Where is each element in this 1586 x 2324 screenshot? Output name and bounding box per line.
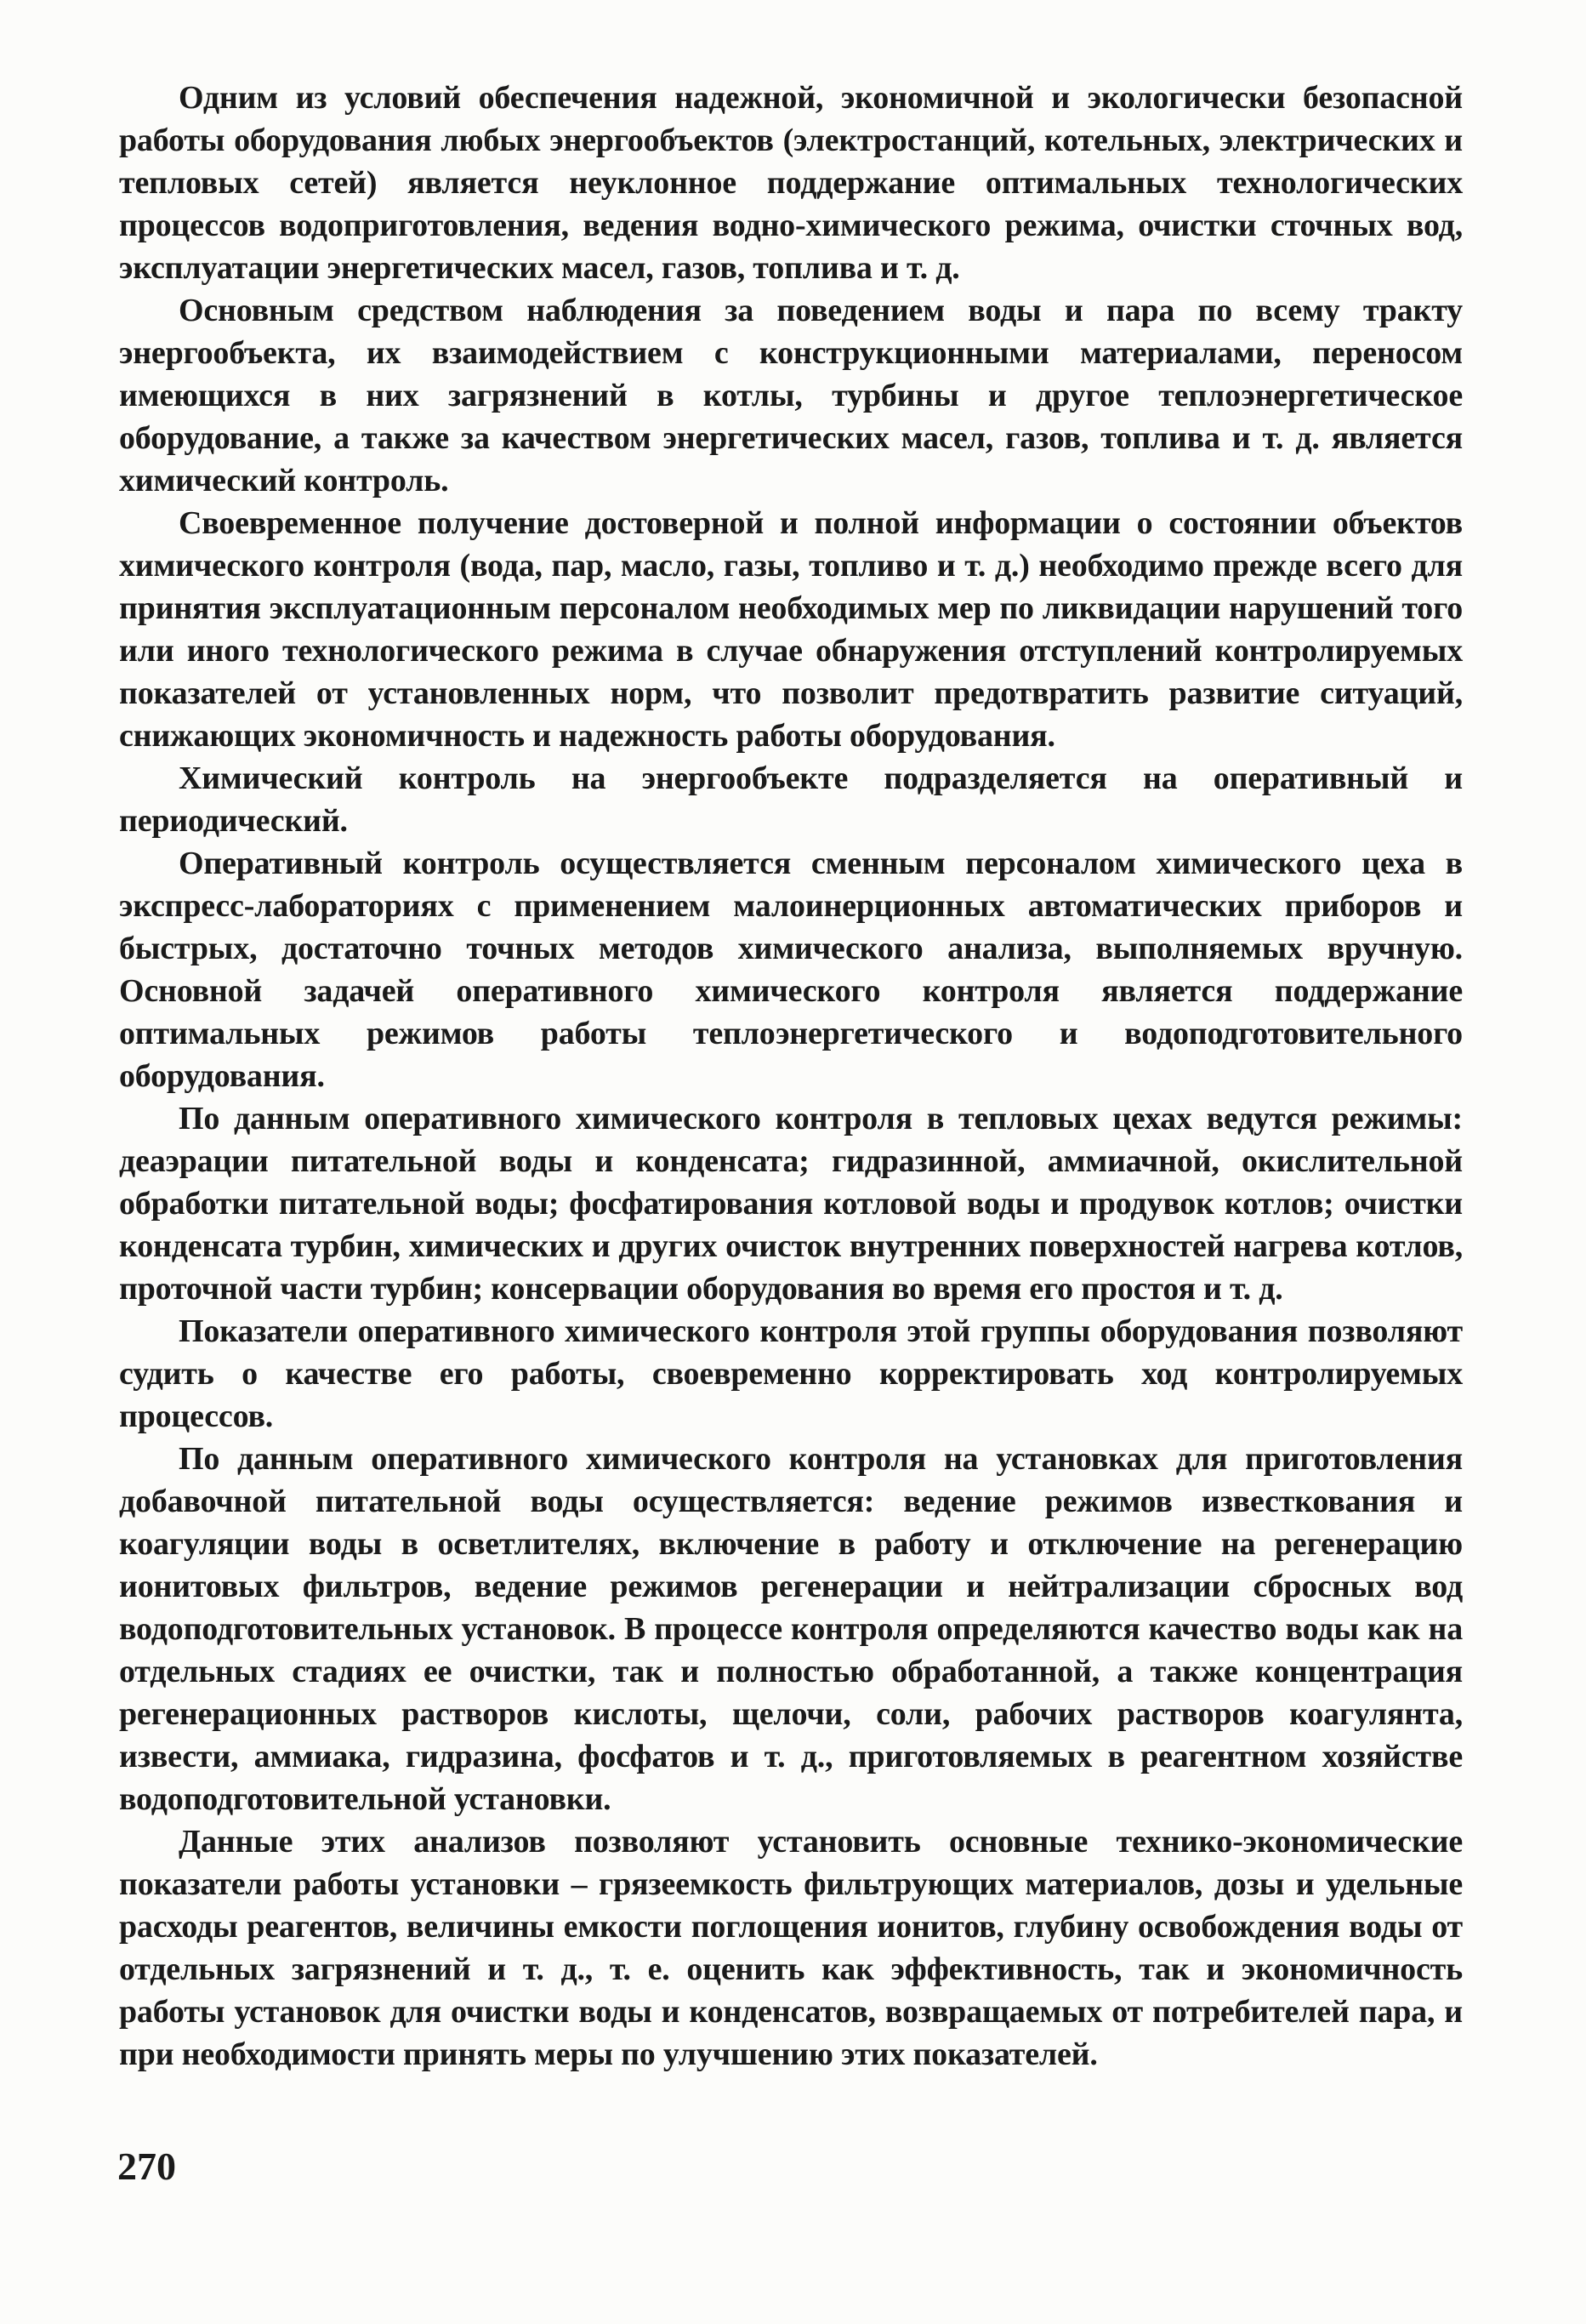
- paragraph-6: По данным оперативного химического контроля в тепловых цехах ведутся режимы: деаэрации питательной воды и конденсата; гидразинной, аммиачной, окислительной обработки питательной воды; фосфатирования котловой воды и продувок котлов; очистки конденсата турбин, химических и других очисток внутренних поверхностей нагрева котлов, проточной части турбин; консервации оборудования во время его простоя и т. д.: [119, 1101, 1463, 1307]
- body-text: [119, 77, 1463, 2076]
- paragraph-7: Показатели оперативного химического контроля этой группы оборудования позволяют судить о качестве его работы, своевременно корректировать ход контролируемых процессов.: [119, 1313, 1463, 1434]
- paragraph-8: По данным оперативного химического контроля на установках для приготовления добавочной питательной воды осуществляется: ведение режимов известкования и коагуляции воды в осветлителях, включение в работу и отключение на регенерацию ионитовых фильтров, ведение режимов регенерации и нейтрализации сбросных вод водоподготовительных установок. В процессе контроля определяются качество воды как на отдельных стадиях ее очистки, так и полностью обработанной, а также концентрация регенерационных растворов кислоты, щелочи, соли, рабочих растворов коагулянта, извести, аммиака, гидразина, фосфатов и т. д., приготовляемых в реагентном хозяйстве водоподготовительной установки.: [119, 1441, 1463, 1817]
- paragraph-2: Основным средством наблюдения за поведением воды и пара по всему тракту энергообъекта, их взаимодействием с конструкционными материалами, переносом имеющихся в них загрязнений в котлы, турбины и другое теплоэнергетическое оборудование, а также за качеством энергетических масел, газов, топлива и т. д. является химический контроль.: [119, 293, 1463, 498]
- paragraph-4: Химический контроль на энергообъекте подразделяется на оперативный и периодический.: [119, 760, 1463, 839]
- paragraph-3: Своевременное получение достоверной и полной информации о состоянии объектов химического контроля (вода, пар, масло, газы, топливо и т. д.) необходимо прежде всего для принятия эксплуатационным персоналом необходимых мер по ликвидации нарушений того или иного технологического режима в случае обнаружения отступлений контролируемых показателей от установленных норм, что позволит предотвратить развитие ситуаций, снижающих экономичность и надежность работы оборудования.: [119, 505, 1463, 754]
- paragraph-9: Данные этих анализов позволяют установить основные технико-экономические показатели работы установки – грязеемкость фильтрующих материалов, дозы и удельные расходы реагентов, величины емкости поглощения ионитов, глубину освобождения воды от отдельных загрязнений и т. д., т. е. оценить как эффективность, так и экономичность работы установок для очистки воды и конденсатов, возвращаемых от потребителей пара, и при необходимости принять меры по улучшению этих показателей.: [119, 1824, 1463, 2072]
- paragraph-1: Одним из условий обеспечения надежной, экономичной и экологически безопасной работы оборудования любых энергообъектов (электростанций, котельных, электрических и тепловых сетей) является неуклонное поддержание оптимальных технологических процессов водоприготовления, ведения водно-химического режима, очистки сточных вод, эксплуатации энергетических масел, газов, топлива и т. д.: [119, 80, 1463, 286]
- page-number: 270: [117, 2145, 176, 2188]
- paragraph-5: Оперативный контроль осуществляется сменным персоналом химического цеха в экспресс-лабораториях с применением малоинерционных автоматических приборов и быстрых, достаточно точных методов химического анализа, выполняемых вручную. Основной задачей оперативного химического контроля является поддержание оптимальных режимов работы теплоэнергетического и водоподготовительного оборудования.: [119, 846, 1463, 1094]
